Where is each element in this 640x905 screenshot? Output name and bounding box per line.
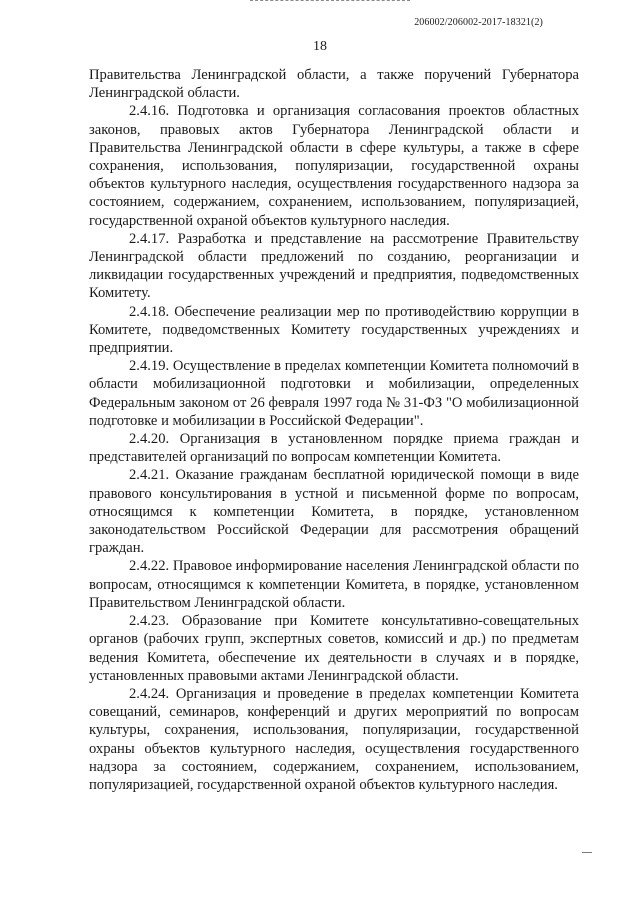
paragraph-2-4-23: 2.4.23. Образование при Комитете консультативно-совещательных органов (рабочих групп, экспертных советов, комиссий и др.) по предметам ведения Комитета, обеспечение их деятельности в случаях и в порядке, установленных правовыми актами Ленинградской области. bbox=[89, 613, 579, 684]
paragraph-2-4-20: 2.4.20. Организация в установленном порядке приема граждан и представителей организаций по вопросам компетенции Комитета. bbox=[89, 431, 579, 466]
paragraph-2-4-18: 2.4.18. Обеспечение реализации мер по противодействию коррупции в Комитете, подведомственных Комитету государственных учреждениях и предприятии. bbox=[89, 303, 579, 357]
document-body bbox=[89, 66, 579, 794]
page-number: 18 bbox=[313, 39, 327, 54]
paragraph-2-4-19: 2.4.19. Осуществление в пределах компетенции Комитета полномочий в области мобилизационной подготовки и мобилизации, определенных Федеральным законом от 26 февраля 1997 года № 31-ФЗ "О мобилизационной подготовке и мобилизации в Российской Федерации". bbox=[89, 358, 579, 429]
paragraph-continuation: Правительства Ленинградской области, а также поручений Губернатора Ленинградской области. bbox=[89, 67, 579, 102]
paragraph-2-4-16: 2.4.16. Подготовка и организация согласования проектов областных законов, правовых актов Губернатора Ленинградской области и Правительства Ленинградской области в сфере культуры, а также в сфере сохранения, использования, популяризации, государственной охраны объектов культурного наследия, осуществления государственного надзора за состоянием, содержанием, сохранением, использованием, популяризацией, государственной охраной объектов культурного наследия. bbox=[89, 103, 579, 229]
document-id: 206002/206002-2017-18321(2) bbox=[414, 17, 543, 28]
paragraph-2-4-24: 2.4.24. Организация и проведение в пределах компетенции Комитета совещаний, семинаров, конференций и других мероприятий по вопросам культуры, сохранения, использования, популяризации, государственной охраны объектов культурного наследия, осуществления государственного надзора за состоянием, содержанием, сохранением, использованием, популяризацией, государственной охраной объектов культурного наследия. bbox=[89, 685, 579, 793]
scan-edge-mark bbox=[250, 0, 410, 3]
paragraph-2-4-17: 2.4.17. Разработка и представление на рассмотрение Правительству Ленинградской области предложений по созданию, реорганизации и ликвидации государственных учреждений и предприятия, подведомственных Комитету. bbox=[89, 230, 579, 302]
paragraph-2-4-21: 2.4.21. Оказание гражданам бесплатной юридической помощи в виде правового консультирования в устной и письменной форме по вопросам, относящимся к компетенции Комитета, в порядке, установленном законодательством Российской Федерации для рассмотрения обращений граждан. bbox=[89, 467, 579, 557]
scan-artifact-dash bbox=[582, 852, 592, 853]
paragraph-2-4-22: 2.4.22. Правовое информирование населения Ленинградской области по вопросам, относящимся к компетенции Комитета, в порядке, установленном Правительством Ленинградской области. bbox=[89, 558, 579, 611]
